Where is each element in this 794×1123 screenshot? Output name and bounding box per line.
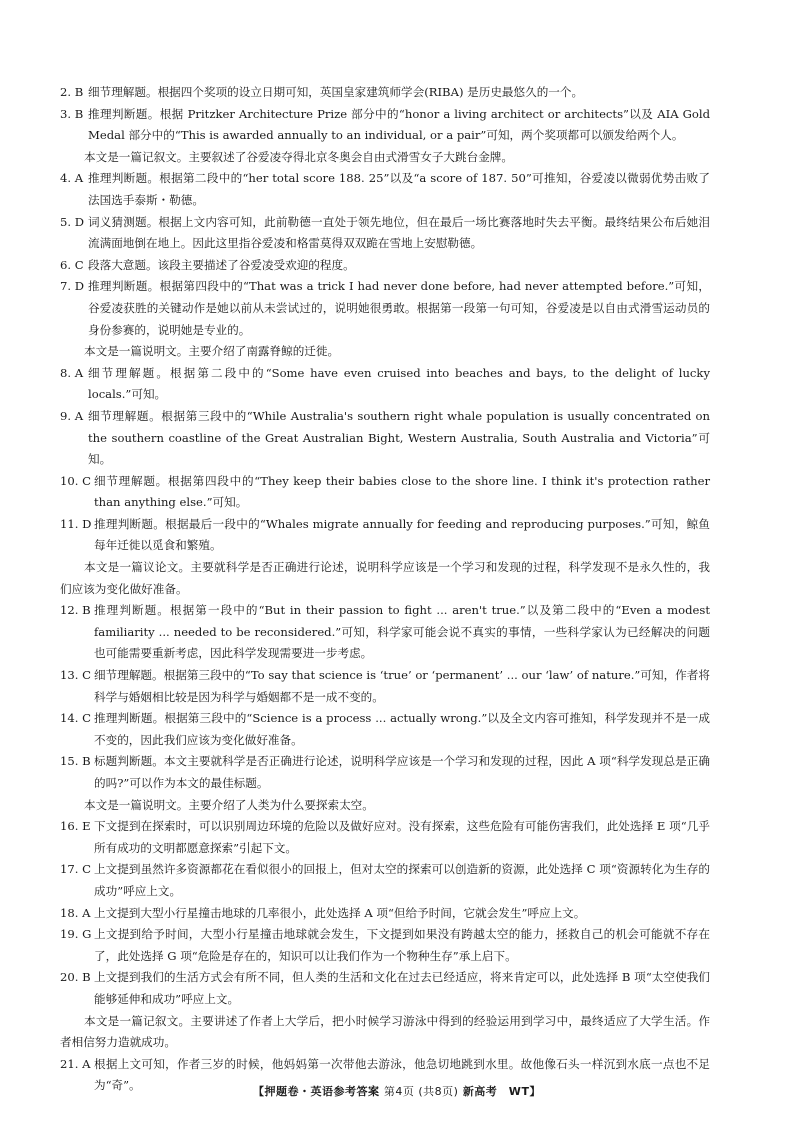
answer-item bbox=[60, 255, 710, 277]
answer-explanation: 上文提到虽然许多资源都花在看似很小的回报上，但对太空的探索可以创造新的资源，此处选择 C 项“资源转化为生存的成功”呼应上文。 bbox=[94, 862, 710, 898]
answer-number: 5. D bbox=[60, 214, 85, 229]
passage-intro: 本文是一篇说明文。主要介绍了人类为什么要探索太空。 bbox=[84, 797, 374, 812]
answer-number: 13. C bbox=[60, 668, 91, 683]
answer-item bbox=[60, 104, 710, 147]
answer-item bbox=[60, 859, 710, 902]
answer-number: 18. A bbox=[60, 905, 91, 920]
answer-item bbox=[60, 816, 710, 859]
answer-number: 8. A bbox=[60, 365, 84, 380]
answer-explanation: 推理判断题。根据第四段中的“That was a trick I had never done before, had never attempted before.”可知，谷爱凌获胜的关键动作是她以前从未尝试过的，说明她很勇敢。根据第一段第一句可知，谷爱凌是以自由式滑雪运动员的身份参赛的，说明她是专业的。 bbox=[88, 279, 710, 337]
answer-item bbox=[60, 363, 710, 406]
answer-number: 2. B bbox=[60, 85, 84, 99]
answer-explanation: 细节理解题。根据第三段中的“While Australia's southern right whale population is usually concentrated on the southern coastline of the Great Australian Bight, Western Australia, South Australia and Victoria”可知。 bbox=[88, 408, 710, 467]
answer-explanation: 根据上文可知，作者三岁的时候，他妈妈第一次带他去游泳，他急切地跳到水里。故他像石头一样沉到水底一点也不足为“奇”。 bbox=[94, 1056, 710, 1093]
answer-number: 15. B bbox=[60, 754, 91, 769]
answer-item bbox=[60, 600, 710, 665]
answer-item bbox=[60, 708, 710, 751]
answer-number: 14. C bbox=[60, 711, 91, 726]
answer-key-body bbox=[60, 82, 710, 1097]
answer-item bbox=[60, 276, 710, 341]
answer-item bbox=[60, 967, 710, 1010]
answer-item bbox=[60, 924, 710, 967]
footer-page-number: 第4页 (共8页) bbox=[383, 1085, 459, 1098]
answer-explanation: 细节理解题。根据第四段中的“They keep their babies close to the shore line. I think it's protection rather than anything else.”可知。 bbox=[94, 473, 710, 510]
answer-number: 7. D bbox=[60, 279, 85, 294]
answer-explanation: 推理判断题。根据最后一段中的“Whales migrate annually for feeding and reproducing purposes.”可知，鲸鱼每年迁徙以觅食和繁殖。 bbox=[94, 516, 710, 553]
answer-explanation: 细节理解题。根据第三段中的“To say that science is ‘true’ or ‘permanent’ ... our ‘law’ of nature.”可知，作者将科学与婚姻相比较是因为科学与婚姻都不是一成不变的。 bbox=[94, 668, 710, 704]
answer-number: 4. A bbox=[60, 171, 84, 186]
footer-tag: 新高考 WT】 bbox=[462, 1085, 541, 1098]
passage-intro: 本文是一篇记叙文。主要讲述了作者上大学后，把小时候学习游泳中得到的经验运用到学习中，最终适应了大学生活。作者相信努力造就成功。 bbox=[60, 1013, 710, 1050]
passage-intro: 本文是一篇记叙文。主要叙述了谷爱凌夺得北京冬奥会自由式滑雪女子大跳台金牌。 bbox=[84, 149, 513, 164]
answer-number: 20. B bbox=[60, 970, 91, 985]
answer-number: 19. G bbox=[60, 927, 92, 942]
passage-intro: 本文是一篇说明文。主要介绍了南露脊鲸的迁徙。 bbox=[84, 344, 340, 359]
answer-number: 6. C bbox=[60, 257, 84, 272]
answer-number: 21. A bbox=[60, 1056, 91, 1071]
answer-item bbox=[60, 665, 710, 708]
answer-explanation: 标题判断题。本文主要就科学是否正确进行论述，说明科学应该是一个学习和发现的过程，因此 A 项“科学发现总是正确的吗?”可以作为本文的最佳标题。 bbox=[94, 754, 710, 790]
answer-item bbox=[60, 471, 710, 514]
answer-explanation: 上文提到我们的生活方式会有所不同，但人类的生活和文化在过去已经适应，将来肯定可以，此处选择 B 项“太空使我们能够延伸和成功”呼应上文。 bbox=[94, 970, 710, 1006]
answer-explanation: 推理判断题。根据 Pritzker Architecture Prize 部分中的“honor a living architect or architects”以及 AIA Gold Medal 部分中的“This is awarded annually to an individual, or a pair”可知，两个奖项都可以颁发给两个人。 bbox=[88, 106, 710, 143]
answer-number: 10. C bbox=[60, 473, 91, 488]
answer-number: 9. A bbox=[60, 408, 84, 423]
page-footer bbox=[0, 1083, 794, 1099]
answer-number: 12. B bbox=[60, 603, 91, 618]
answer-explanation: 上文提到大型小行星撞击地球的几率很小，此处选择 A 项“但给予时间，它就会发生”呼应上文。 bbox=[94, 905, 586, 920]
answer-number: 3. B bbox=[60, 106, 84, 121]
answer-explanation: 细节理解题。根据第二段中的“Some have even cruised into beaches and bays, to the delight of lucky locals.”可知。 bbox=[88, 365, 710, 402]
answer-explanation: 推理判断题。根据第三段中的“Science is a process ... actually wrong.”以及全文内容可推知，科学发现并不是一成不变的，因此我们应该为变化做好准备。 bbox=[94, 711, 710, 747]
answer-explanation: 词义猜测题。根据上文内容可知，此前勒德一直处于领先地位，但在最后一场比赛落地时失去平衡。最终结果公布后她泪流满面地倒在地上。因此这里指谷爱凌和格雷莫得双双跪在雪地上安慰勒德。 bbox=[88, 214, 710, 251]
answer-number: 17. C bbox=[60, 862, 91, 877]
answer-number: 11. D bbox=[60, 516, 92, 531]
answer-item bbox=[60, 82, 710, 104]
answer-number: 16. E bbox=[60, 819, 91, 834]
answer-explanation: 下文提到在探索时，可以识别周边环境的危险以及做好应对。没有探索，这些危险有可能伤害我们，此处选择 E 项“几乎所有成功的文明都愿意探索”引起下文。 bbox=[94, 819, 710, 855]
answer-explanation: 段落大意题。该段主要描述了谷爱凌受欢迎的程度。 bbox=[88, 257, 355, 272]
answer-explanation: 推理判断题。根据第二段中的“her total score 188. 25”以及“a score of 187. 50”可推知，谷爱凌以微弱优势击败了法国选手泰斯・勒德。 bbox=[88, 171, 710, 207]
answer-item bbox=[60, 751, 710, 794]
answer-explanation: 细节理解题。根据四个奖项的设立日期可知，英国皇家建筑师学会(RIBA) 是历史最悠久的一个。 bbox=[88, 85, 584, 99]
answer-item bbox=[60, 168, 710, 211]
answer-item bbox=[60, 903, 710, 925]
footer-title: 【押题卷・英语参考答案 bbox=[253, 1085, 380, 1098]
answer-item bbox=[60, 212, 710, 255]
answer-item bbox=[60, 514, 710, 557]
answer-explanation: 上文提到给予时间，大型小行星撞击地球就会发生，下文提到如果没有跨越太空的能力，拯救自己的机会可能就不存在了，此处选择 G 项“危险是存在的，知识可以让我们作为一个物种生存”承上启下。 bbox=[94, 927, 710, 963]
passage-intro: 本文是一篇议论文。主要就科学是否正确进行论述，说明科学应该是一个学习和发现的过程，科学发现不是永久性的，我们应该为变化做好准备。 bbox=[60, 560, 710, 596]
answer-item bbox=[60, 406, 710, 471]
answer-explanation: 推理判断题。根据第一段中的“But in their passion to fight ... aren't true.”以及第二段中的“Even a modest familiarity ... needed to be reconsidered.”可知，科学家可能会说不真实的事情，一些科学家认为已经解决的问题也可能需要重新考虑，因此科学发现需要进一步考虑。 bbox=[94, 603, 710, 661]
